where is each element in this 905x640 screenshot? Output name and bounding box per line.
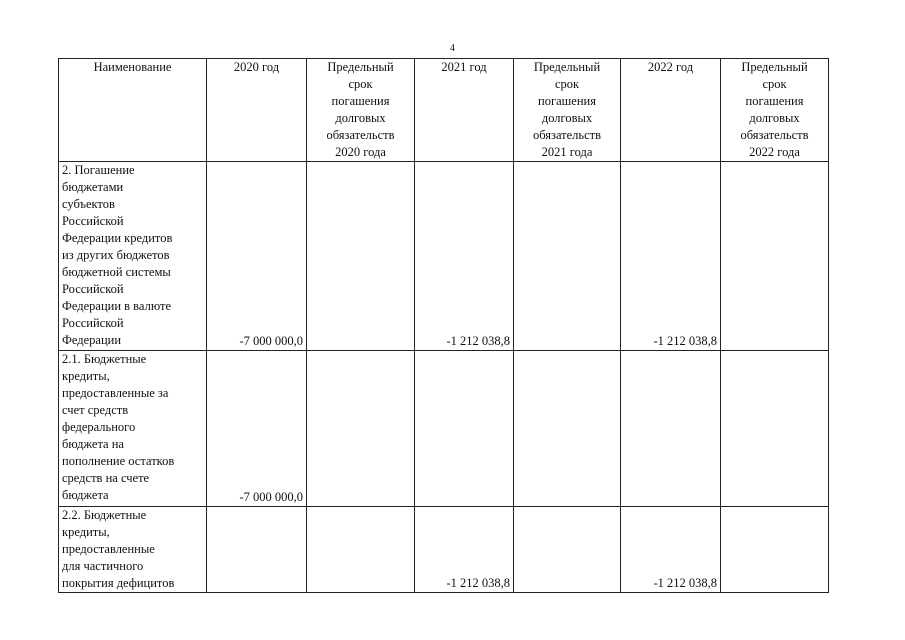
cell-term-2020 xyxy=(307,162,415,351)
header-term-2021: Предельный срок погашения долговых обязательств 2021 года xyxy=(514,59,621,162)
header-term-2022: Предельный срок погашения долговых обязательств 2022 года xyxy=(721,59,829,162)
cell-term-2022 xyxy=(721,351,829,507)
cell-term-2021 xyxy=(514,351,621,507)
cell-term-2022 xyxy=(721,507,829,593)
table-header-row xyxy=(59,59,829,162)
header-term-2020: Предельный срок погашения долговых обязательств 2020 года xyxy=(307,59,415,162)
table-row xyxy=(59,162,829,351)
cell-2020: -7 000 000,0 xyxy=(207,162,307,351)
row-name: 2.1. Бюджетные кредиты, предоставленные за счет средств федерального бюджета на пополнение остатков средств на счете бюджета xyxy=(59,351,207,507)
cell-2020: -7 000 000,0 xyxy=(207,351,307,507)
row-name: 2.2. Бюджетные кредиты, предоставленные для частичного покрытия дефицитов xyxy=(59,507,207,593)
row-name: 2. Погашение бюджетами субъектов Российской Федерации кредитов из других бюджетов бюджетной системы Российской Федерации в валюте Российской Федерации xyxy=(59,162,207,351)
cell-term-2020 xyxy=(307,351,415,507)
header-name: Наименование xyxy=(59,59,207,162)
page-number: 4 xyxy=(450,43,455,54)
cell-term-2021 xyxy=(514,162,621,351)
cell-2022: -1 212 038,8 xyxy=(621,507,721,593)
table-row xyxy=(59,351,829,507)
cell-2020 xyxy=(207,507,307,593)
cell-2021 xyxy=(415,351,514,507)
table-row xyxy=(59,507,829,593)
cell-2021: -1 212 038,8 xyxy=(415,507,514,593)
header-2020: 2020 год xyxy=(207,59,307,162)
cell-term-2022 xyxy=(721,162,829,351)
cell-2022 xyxy=(621,351,721,507)
budget-table xyxy=(58,58,829,593)
cell-term-2021 xyxy=(514,507,621,593)
header-2022: 2022 год xyxy=(621,59,721,162)
cell-term-2020 xyxy=(307,507,415,593)
cell-2021: -1 212 038,8 xyxy=(415,162,514,351)
header-2021: 2021 год xyxy=(415,59,514,162)
cell-2022: -1 212 038,8 xyxy=(621,162,721,351)
